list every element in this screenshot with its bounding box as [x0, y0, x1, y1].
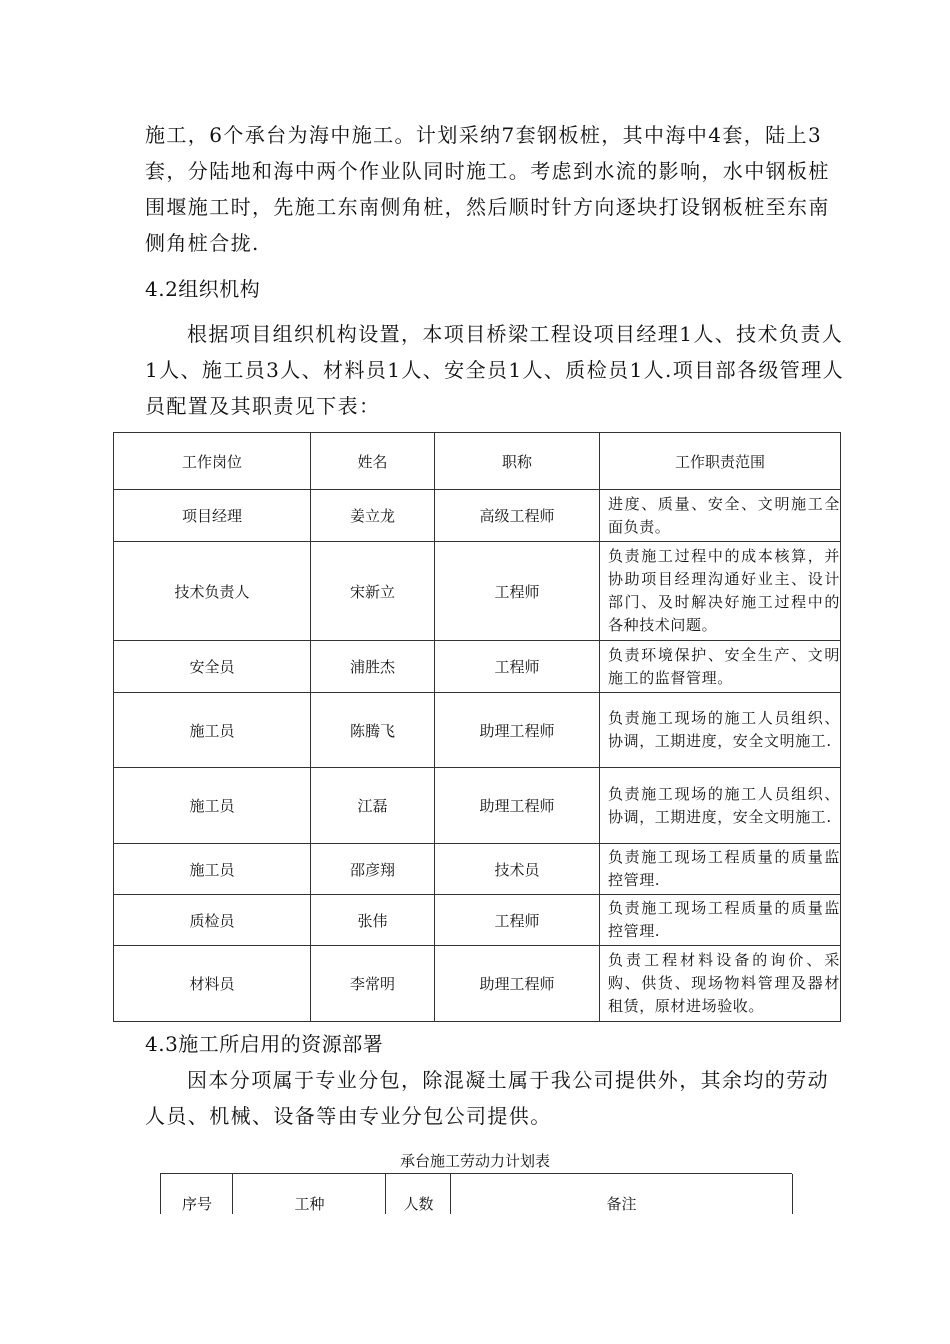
cell-title: 助理工程师: [435, 768, 600, 844]
cell-title: 助理工程师: [435, 693, 600, 768]
table-row: [114, 768, 841, 844]
table-row: [114, 641, 841, 693]
cell-name: 陈腾飞: [311, 693, 435, 768]
table-row: [114, 693, 841, 768]
org-table-header-row: [114, 433, 841, 490]
cell-name: 姜立龙: [311, 490, 435, 542]
table-row: [114, 946, 841, 1022]
cell-duties: 负责施工现场的施工人员组织、协调，工期进度，安全文明施工.: [600, 693, 841, 768]
header-position: 工作岗位: [114, 433, 311, 490]
cell-name: 张伟: [311, 895, 435, 946]
cell-duties: 负责施工现场工程质量的质量监控管理.: [600, 895, 841, 946]
cell-duties: 负责施工过程中的成本核算，并协助项目经理沟通好业主、设计部门、及时解决好施工过程中的各种技术问题。: [600, 542, 841, 641]
cell-position: 项目经理: [114, 490, 311, 542]
table-row: [114, 895, 841, 946]
cell-title: 工程师: [435, 542, 600, 641]
table-row: [114, 542, 841, 641]
cell-duties: 负责施工现场的施工人员组织、协调，工期进度，安全文明施工.: [600, 768, 841, 844]
cell-duties: 负责环境保护、安全生产、文明施工的监督管理。: [600, 641, 841, 693]
header-duties: 工作职责范围: [600, 433, 841, 490]
org-table: [113, 432, 841, 1022]
cell-title: 技术员: [435, 844, 600, 895]
labor-header-index: 序号: [160, 1174, 233, 1214]
cell-position: 安全员: [114, 641, 311, 693]
labor-header-count: 人数: [385, 1174, 451, 1214]
paragraph-resources: 因本分项属于专业分包，除混凝土属于我公司提供外，其余均的劳动人员、机械、设备等由专业分包公司提供。: [145, 1068, 829, 1128]
cell-duties: 负责工程材料设备的询价、采购、供货、现场物料管理及器材租赁，原材进场验收。: [600, 946, 841, 1022]
cell-name: 江磊: [311, 768, 435, 844]
cell-position: 施工员: [114, 768, 311, 844]
cell-title: 工程师: [435, 895, 600, 946]
cell-title: 工程师: [435, 641, 600, 693]
cell-duties: 进度、质量、安全、文明施工全面负责。: [600, 490, 841, 542]
table-row: [114, 490, 841, 542]
cell-position: 材料员: [114, 946, 311, 1022]
header-title: 职称: [435, 433, 600, 490]
cell-title: 助理工程师: [435, 946, 600, 1022]
table-row: [114, 844, 841, 895]
cell-name: 李常明: [311, 946, 435, 1022]
cell-duties: 负责施工现场工程质量的质量监控管理.: [600, 844, 841, 895]
paragraph-intro: 施工，6个承台为海中施工。计划采纳7套钢板桩，其中海中4套，陆上3套，分陆地和海中两个作业队同时施工。考虑到水流的影响，水中钢板桩围堰施工时，先施工东南侧角桩，然后顺时针方向逐块打设钢板桩至东南侧角桩合拢.: [145, 123, 830, 255]
section-heading-4-3: 4.3施工所启用的资源部署: [145, 1032, 384, 1056]
cell-name: 宋新立: [311, 542, 435, 641]
cell-position: 施工员: [114, 844, 311, 895]
cell-position: 质检员: [114, 895, 311, 946]
header-name: 姓名: [311, 433, 435, 490]
cell-position: 施工员: [114, 693, 311, 768]
labor-table: [160, 1173, 792, 1214]
labor-header-remarks: 备注: [450, 1174, 793, 1214]
labor-header-trade: 工种: [232, 1174, 386, 1214]
labor-table-caption: 承台施工劳动力计划表: [399, 1152, 550, 1170]
cell-title: 高级工程师: [435, 490, 600, 542]
cell-name: 邵彦翔: [311, 844, 435, 895]
cell-position: 技术负责人: [114, 542, 311, 641]
cell-name: 浦胜杰: [311, 641, 435, 693]
section-heading-4-2: 4.2组织机构: [145, 277, 261, 301]
paragraph-org: 根据项目组织机构设置，本项目桥梁工程设项目经理1人、技术负责人1人、施工员3人、材料员1人、安全员1人、质检员1人.项目部各级管理人员配置及其职责见下表：: [145, 322, 844, 418]
